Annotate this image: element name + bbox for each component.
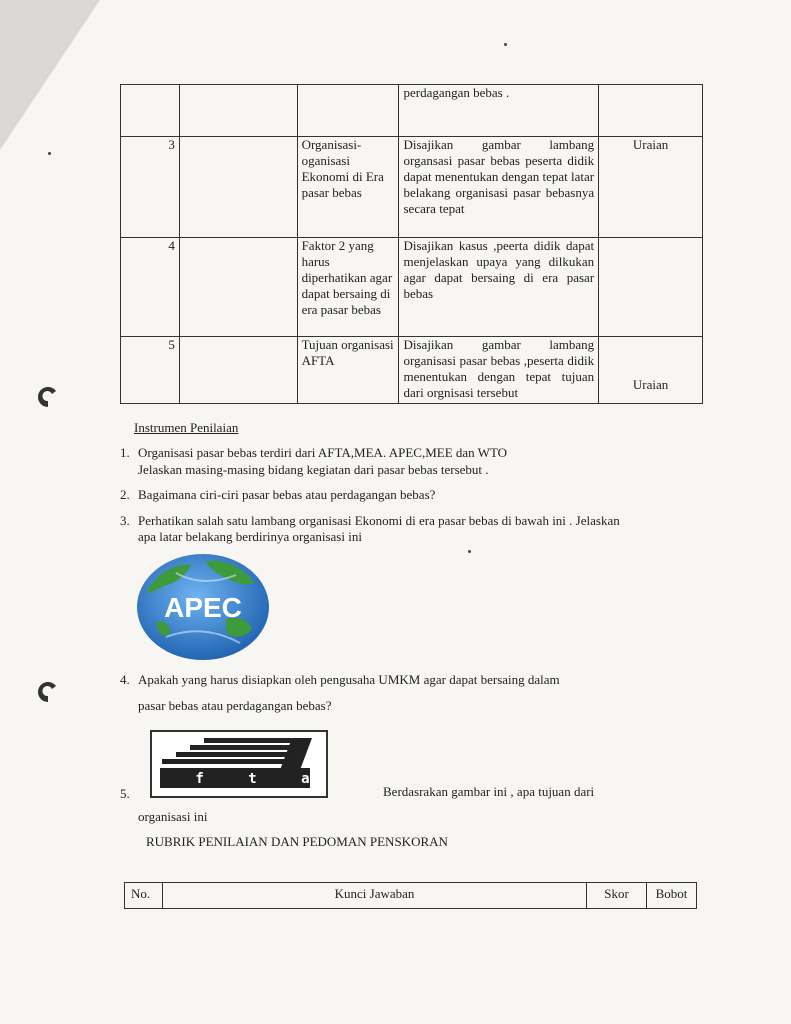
materi-cell bbox=[297, 85, 399, 137]
question-3-line-2: apa latar belakang berdirinya organisasi ini bbox=[138, 529, 362, 544]
question-1-line-1: Organisasi pasar bebas terdiri dari AFTA,MEA. APEC,MEE dan WTO bbox=[138, 445, 508, 460]
table-row bbox=[121, 238, 703, 337]
indikator-cell: perdagangan bebas . bbox=[399, 85, 599, 137]
empty-cell bbox=[179, 85, 297, 137]
question-number: 4. bbox=[120, 672, 130, 687]
question-5-line-1: Berdasrakan gambar ini , apa tujuan dari bbox=[383, 784, 595, 799]
question-2: Bagaimana ciri-ciri pasar bebas atau perdagangan bebas? bbox=[138, 487, 436, 502]
punch-hole-icon bbox=[36, 385, 60, 409]
bentuk-cell: Uraian bbox=[599, 337, 703, 404]
table-header-row bbox=[125, 883, 697, 909]
apec-logo-text: APEC bbox=[164, 592, 242, 623]
rubrik-title: RUBRIK PENILAIAN DAN PEDOMAN PENSKORAN bbox=[146, 834, 448, 849]
rubrik-table bbox=[124, 882, 697, 909]
instrumen-heading: Instrumen Penilaian bbox=[134, 420, 239, 435]
materi-cell: Tujuan organisasi AFTA bbox=[297, 337, 399, 404]
scan-speck bbox=[468, 550, 471, 553]
column-header-no: No. bbox=[125, 883, 163, 909]
column-header-skor: Skor bbox=[587, 883, 647, 909]
scan-corner-fold bbox=[0, 0, 100, 150]
column-header-kunci-jawaban: Kunci Jawaban bbox=[162, 883, 586, 909]
question-4-line-1: Apakah yang harus disiapkan oleh pengusaha UMKM agar dapat bersaing dalam bbox=[138, 672, 560, 687]
question-number: 2. bbox=[120, 487, 130, 502]
scan-speck bbox=[48, 152, 51, 155]
afta-stripes-graphic bbox=[152, 732, 326, 796]
row-number: 5 bbox=[121, 337, 180, 404]
empty-cell bbox=[179, 238, 297, 337]
scan-speck bbox=[504, 43, 507, 46]
materi-cell: Faktor 2 yang harus diperhatikan agar dapat bersaing di era pasar bebas bbox=[297, 238, 399, 337]
row-number bbox=[121, 85, 180, 137]
indikator-cell: Disajikan gambar lambang organisasi pasar bebas ,peserta didik menentukan dengan tepat tujuan dari orgnisasi tersebut bbox=[399, 337, 599, 404]
question-4-line-2: pasar bebas atau perdagangan bebas? bbox=[138, 698, 332, 713]
table-row bbox=[121, 85, 703, 137]
indikator-cell: Disajikan kasus ,peerta didik dapat menjelaskan upaya yang dilkukan agar dapat bersaing di era pasar bebas bbox=[399, 238, 599, 337]
punch-hole-icon bbox=[36, 680, 60, 704]
column-header-bobot: Bobot bbox=[647, 883, 697, 909]
empty-cell bbox=[179, 137, 297, 238]
bentuk-cell: Uraian bbox=[599, 137, 703, 238]
afta-logo-text: a f t a bbox=[152, 771, 326, 787]
materi-cell: Organisasi-oganisasi Ekonomi di Era pasar bebas bbox=[297, 137, 399, 238]
question-number: 3. bbox=[120, 513, 130, 528]
bentuk-cell bbox=[599, 238, 703, 337]
row-number: 3 bbox=[121, 137, 180, 238]
afta-logo bbox=[150, 730, 328, 798]
row-number: 4 bbox=[121, 238, 180, 337]
kisi-kisi-table bbox=[120, 84, 703, 404]
apec-logo bbox=[136, 553, 270, 661]
table-row bbox=[121, 337, 703, 404]
bentuk-cell bbox=[599, 85, 703, 137]
empty-cell bbox=[179, 337, 297, 404]
question-number: 1. bbox=[120, 445, 130, 460]
table-row bbox=[121, 137, 703, 238]
indikator-cell: Disajikan gambar lambang organsasi pasar bebas peserta didik dapat menentukan dengan tepat latar belakang organisasi pasar bebasnya secara tepat bbox=[399, 137, 599, 238]
question-3-line-1: Perhatikan salah satu lambang organisasi Ekonomi di era pasar bebas di bawah ini . Jelaskan bbox=[138, 513, 620, 528]
question-1-line-2: Jelaskan masing-masing bidang kegiatan dari pasar bebas tersebut . bbox=[138, 462, 489, 477]
question-5-line-2: organisasi ini bbox=[138, 809, 208, 824]
question-number: 5. bbox=[120, 786, 130, 801]
